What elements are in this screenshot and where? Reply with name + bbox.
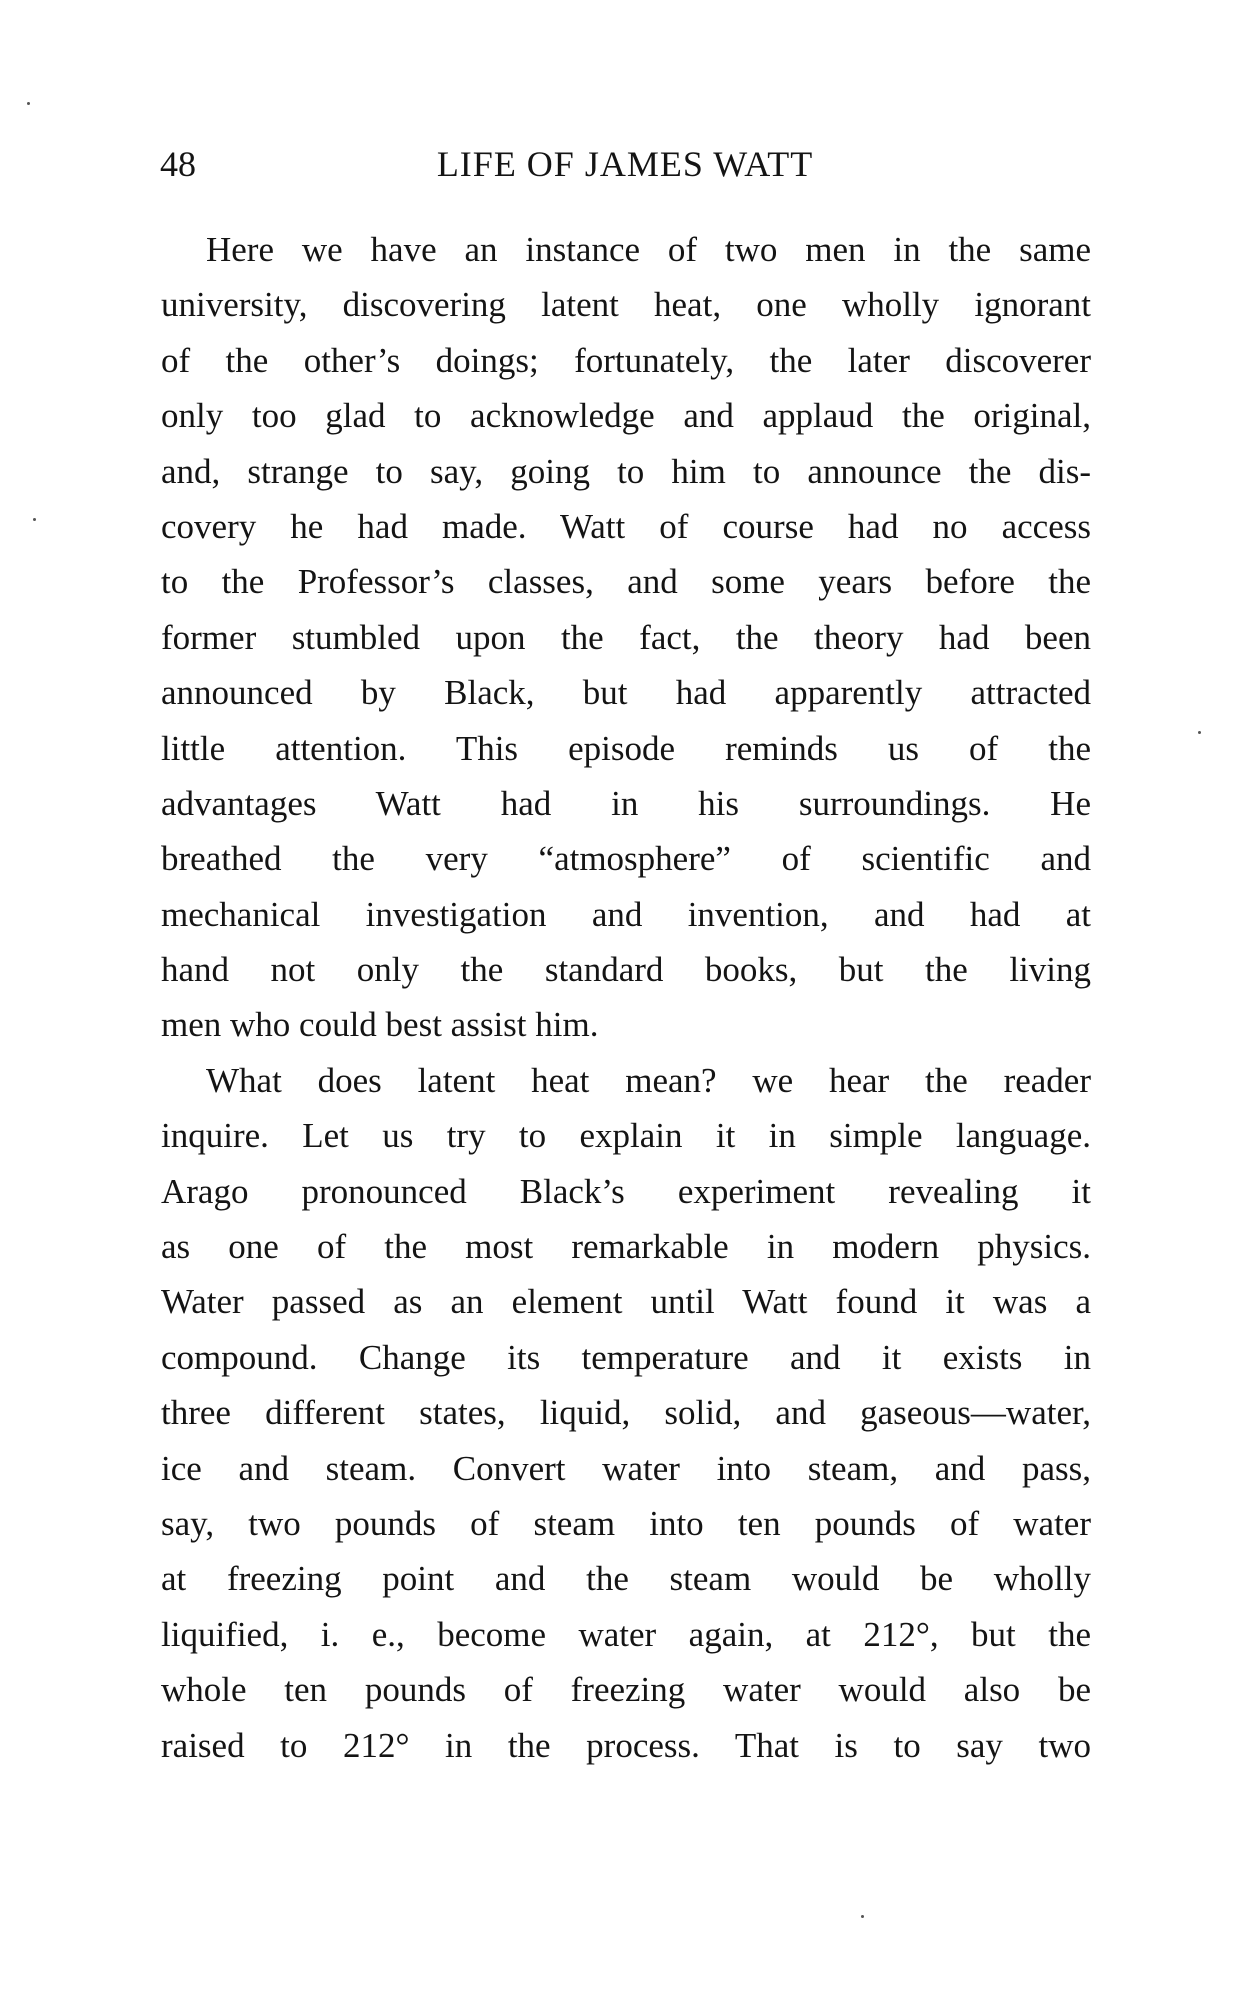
running-title: LIFE OF JAMES WATT [436,144,814,184]
text-line: inquire. Let us try to explain it in simple language. [161,1116,1091,1156]
scan-speck [861,1915,864,1918]
text-line: little attention. This episode reminds us of the [161,728,1091,768]
text-line: Water passed as an element until Watt found it was a [161,1282,1091,1322]
text-line: hand not only the standard books, but the living [161,950,1091,990]
scan-speck [1198,731,1201,734]
text-line: men who could best assist him. [161,1005,599,1045]
text-line: three different states, liquid, solid, and gaseous—water, [161,1393,1091,1433]
text-line: former stumbled upon the fact, the theory had been [161,617,1091,657]
page-number: 48 [160,144,196,184]
text-line: and, strange to say, going to him to announce the dis- [161,451,1091,491]
text-line: at freezing point and the steam would be wholly [161,1559,1091,1599]
text-line: Here we have an instance of two men in the same [206,230,1091,269]
text-line: Arago pronounced Black’s experiment revealing it [161,1171,1091,1211]
page-header [160,140,1090,188]
text-line: mechanical investigation and invention, and had at [161,894,1091,934]
text-line: to the Professor’s classes, and some years before the [161,562,1091,602]
text-line: only too glad to acknowledge and applaud the original, [161,396,1091,436]
text-line: whole ten pounds of freezing water would also be [161,1670,1091,1710]
text-line: ice and steam. Convert water into steam, and pass, [161,1448,1091,1488]
text-line: breathed the very “atmosphere” of scientific and [161,839,1091,879]
text-line: compound. Change its temperature and it exists in [161,1337,1091,1377]
scan-speck [33,518,36,521]
text-line: liquified, i. e., become water again, at 212°, but the [161,1614,1091,1654]
paragraph-1 [161,222,1091,1053]
body-text [161,222,1091,1773]
text-line: university, discovering latent heat, one wholly ignorant [161,285,1091,325]
text-line: What does latent heat mean? we hear the reader [206,1060,1091,1100]
text-line: raised to 212° in the process. That is to say two [161,1725,1091,1765]
text-line: announced by Black, but had apparently attracted [161,673,1091,713]
paragraph-2 [161,1053,1091,1773]
text-line: as one of the most remarkable in modern physics. [161,1227,1091,1267]
text-line: advantages Watt had in his surroundings. He [161,783,1091,823]
text-line: say, two pounds of steam into ten pounds of water [161,1503,1091,1543]
text-line: of the other’s doings; fortunately, the later discoverer [161,340,1091,380]
text-line: covery he had made. Watt of course had no access [161,506,1091,546]
scan-speck [27,102,30,105]
